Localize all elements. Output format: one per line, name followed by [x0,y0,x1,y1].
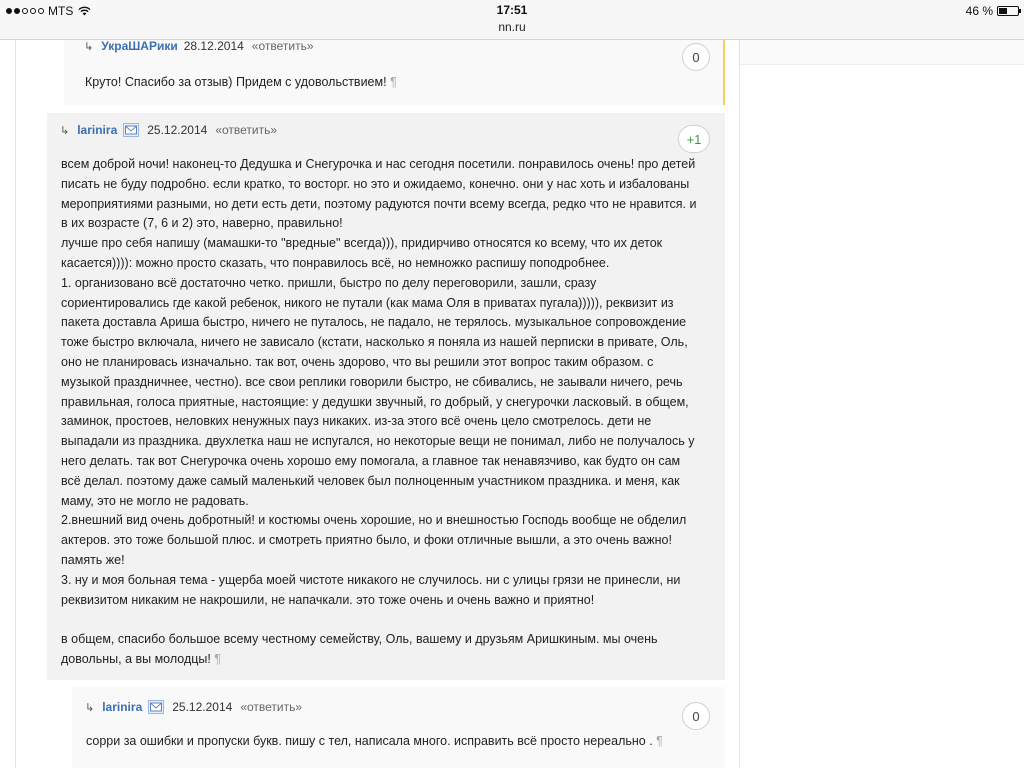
comment-date: 25.12.2014 [147,123,208,137]
comment-line: выпадали из праздника. двухлетка наш не испугался, но некоторые вещи не понимал, либо не получалось у [61,434,695,449]
rating-badge[interactable]: 0 [682,43,710,71]
clock: 17:51 [496,3,528,17]
comment-line: 1. организовано всё достаточно четко. пришли, быстро по делу переговорили, зашли, сразу [61,275,597,290]
comment-body [86,732,663,752]
content-left-border [15,40,16,768]
mail-icon[interactable] [148,700,164,714]
carrier-name: MTS [48,4,74,18]
reply-link[interactable]: «ответить» [251,39,314,53]
comment-line: заминок, простоев, неловких ненужных пауз никаких. из-за этого всё очень цело смотрелось. дети не [61,414,652,429]
comment-line: лучше про себя напишу (мамашки-то "вредные" всегда))), придирчиво относятся ко всему, что их деток [61,236,663,251]
comment-line: пакета доставла Ариша быстро, ничего не путалось, не падало, не терялось. музыкальное сопровождение [61,315,687,330]
comment-line: мероприятиями разными, но дети есть дети, поэтому радуются почти всему всегда, редко что не нравится. и [61,196,697,211]
comment-line: память же! [61,552,125,567]
battery-percent: 46 % [965,4,993,18]
comment-author[interactable]: УкраШАРики [101,39,178,53]
comment-author[interactable]: larinira [77,123,118,137]
battery-icon [997,6,1019,16]
comment-line: всё делал. поэтому даже самый маленький человек был полноценным участником праздника. и меня, как [61,473,680,488]
address-bar-url[interactable]: nn.ru [498,20,526,34]
comment-date: 28.12.2014 [183,39,244,53]
comment-meta [84,39,314,53]
reply-link[interactable]: «ответить» [215,123,278,137]
comment-line: в общем, спасибо большое всему честному семейству, Оль, вашему и друзьям Аришкиным. мы очень [61,632,658,647]
reply-link[interactable]: «ответить» [240,700,303,714]
comment-author[interactable]: larinira [102,700,143,714]
comment-line: тоже быстро включала, ничего не зависало (кстати, насколько я поняла из нашей перписки в привате, Оль, [61,335,688,350]
mail-icon[interactable] [123,123,139,137]
pilcrow-icon: ¶ [210,651,222,666]
comment-line: Круто! Спасибо за отзыв) Придем с удовольствием! ¶ [85,75,397,89]
comment-line: довольны, а вы молодцы! ¶ [61,651,222,666]
comment-line: него делать. так вот Снегурочка очень хорошо ему помогала, а главное так ненавязчиво, как будто он сам [61,453,681,468]
comment-line: писать не буду подробно. если кратко, то восторг. но это и ожидаемо, конечно. они у нас хоть и избалованы [61,176,690,191]
reply-arrow-icon: ↳ [60,124,70,137]
comment-line [61,610,697,630]
comment-date: 25.12.2014 [172,700,233,714]
pilcrow-icon: ¶ [656,734,663,748]
comment-line: сорри за ошибки и пропуски букв. пишу с тел, написала много. исправить всё просто нереально . ¶ [86,734,663,748]
reply-arrow-icon: ↳ [84,40,94,53]
comment-line: маму, это не могло не радовать. [61,493,249,508]
comment-line: сориентировались где какой ребенок, никого не путали (как мама Оля в приватах пугала))))), реквизит из [61,295,674,310]
sidebar-divider [739,40,740,768]
comment-body [61,155,697,670]
comment-line: правильная, голоса приятные, настоящие: у дедушки звучный, го добрый, у снегурочки ласковый. в общем, [61,394,689,409]
comment-line: актеров. это тоже большой плюс. и смотреть приятно было, и фоки отличные вышли, а это очень важно! [61,533,672,548]
comment-reply [72,684,725,768]
rating-badge[interactable]: +1 [678,125,710,153]
comment-body [85,73,397,93]
comment-line: оно не планировась изначально. так вот, очень здорово, что вы решили этот вопрос таким образом. с [61,354,654,369]
comment-line: 2.внешний вид очень добротный! и костюмы очень хорошие, но и внешностью Господь вообще не обделил [61,513,687,528]
rating-badge[interactable]: 0 [682,702,710,730]
comment-meta [60,123,277,137]
comment-line: реквизитом никаким не накрошили, не напачкали. это тоже очень и очень важно и приятно! [61,592,595,607]
battery-status [966,4,1019,18]
comment-line: всем доброй ночи! наконец-то Дедушка и Снегурочка и нас сегодня посетили. понравилось очень! про детей [61,157,696,171]
reply-arrow-icon: ↳ [85,701,95,714]
comment-line: музыкой праздничнее, честно). все свои реплики говорили быстро, не сбивались, не заывали ничего, речь [61,374,683,389]
comment-line: касается)))): можно просто сказать, что понравилось всё, но немножко распишу поподробнее. [61,255,610,270]
sidebar-panel [740,40,1024,65]
pilcrow-icon: ¶ [390,75,397,89]
comment-meta [85,700,302,714]
comment-line: 3. ну и моя больная тема - ущерба моей чистоте никакого не случилось. ни с улицы грязи не принесли, ни [61,572,681,587]
ios-status-bar [0,0,1024,40]
comment-line: в их возрасте (7, 6 и 2) это, наверно, правильно! [61,216,343,231]
